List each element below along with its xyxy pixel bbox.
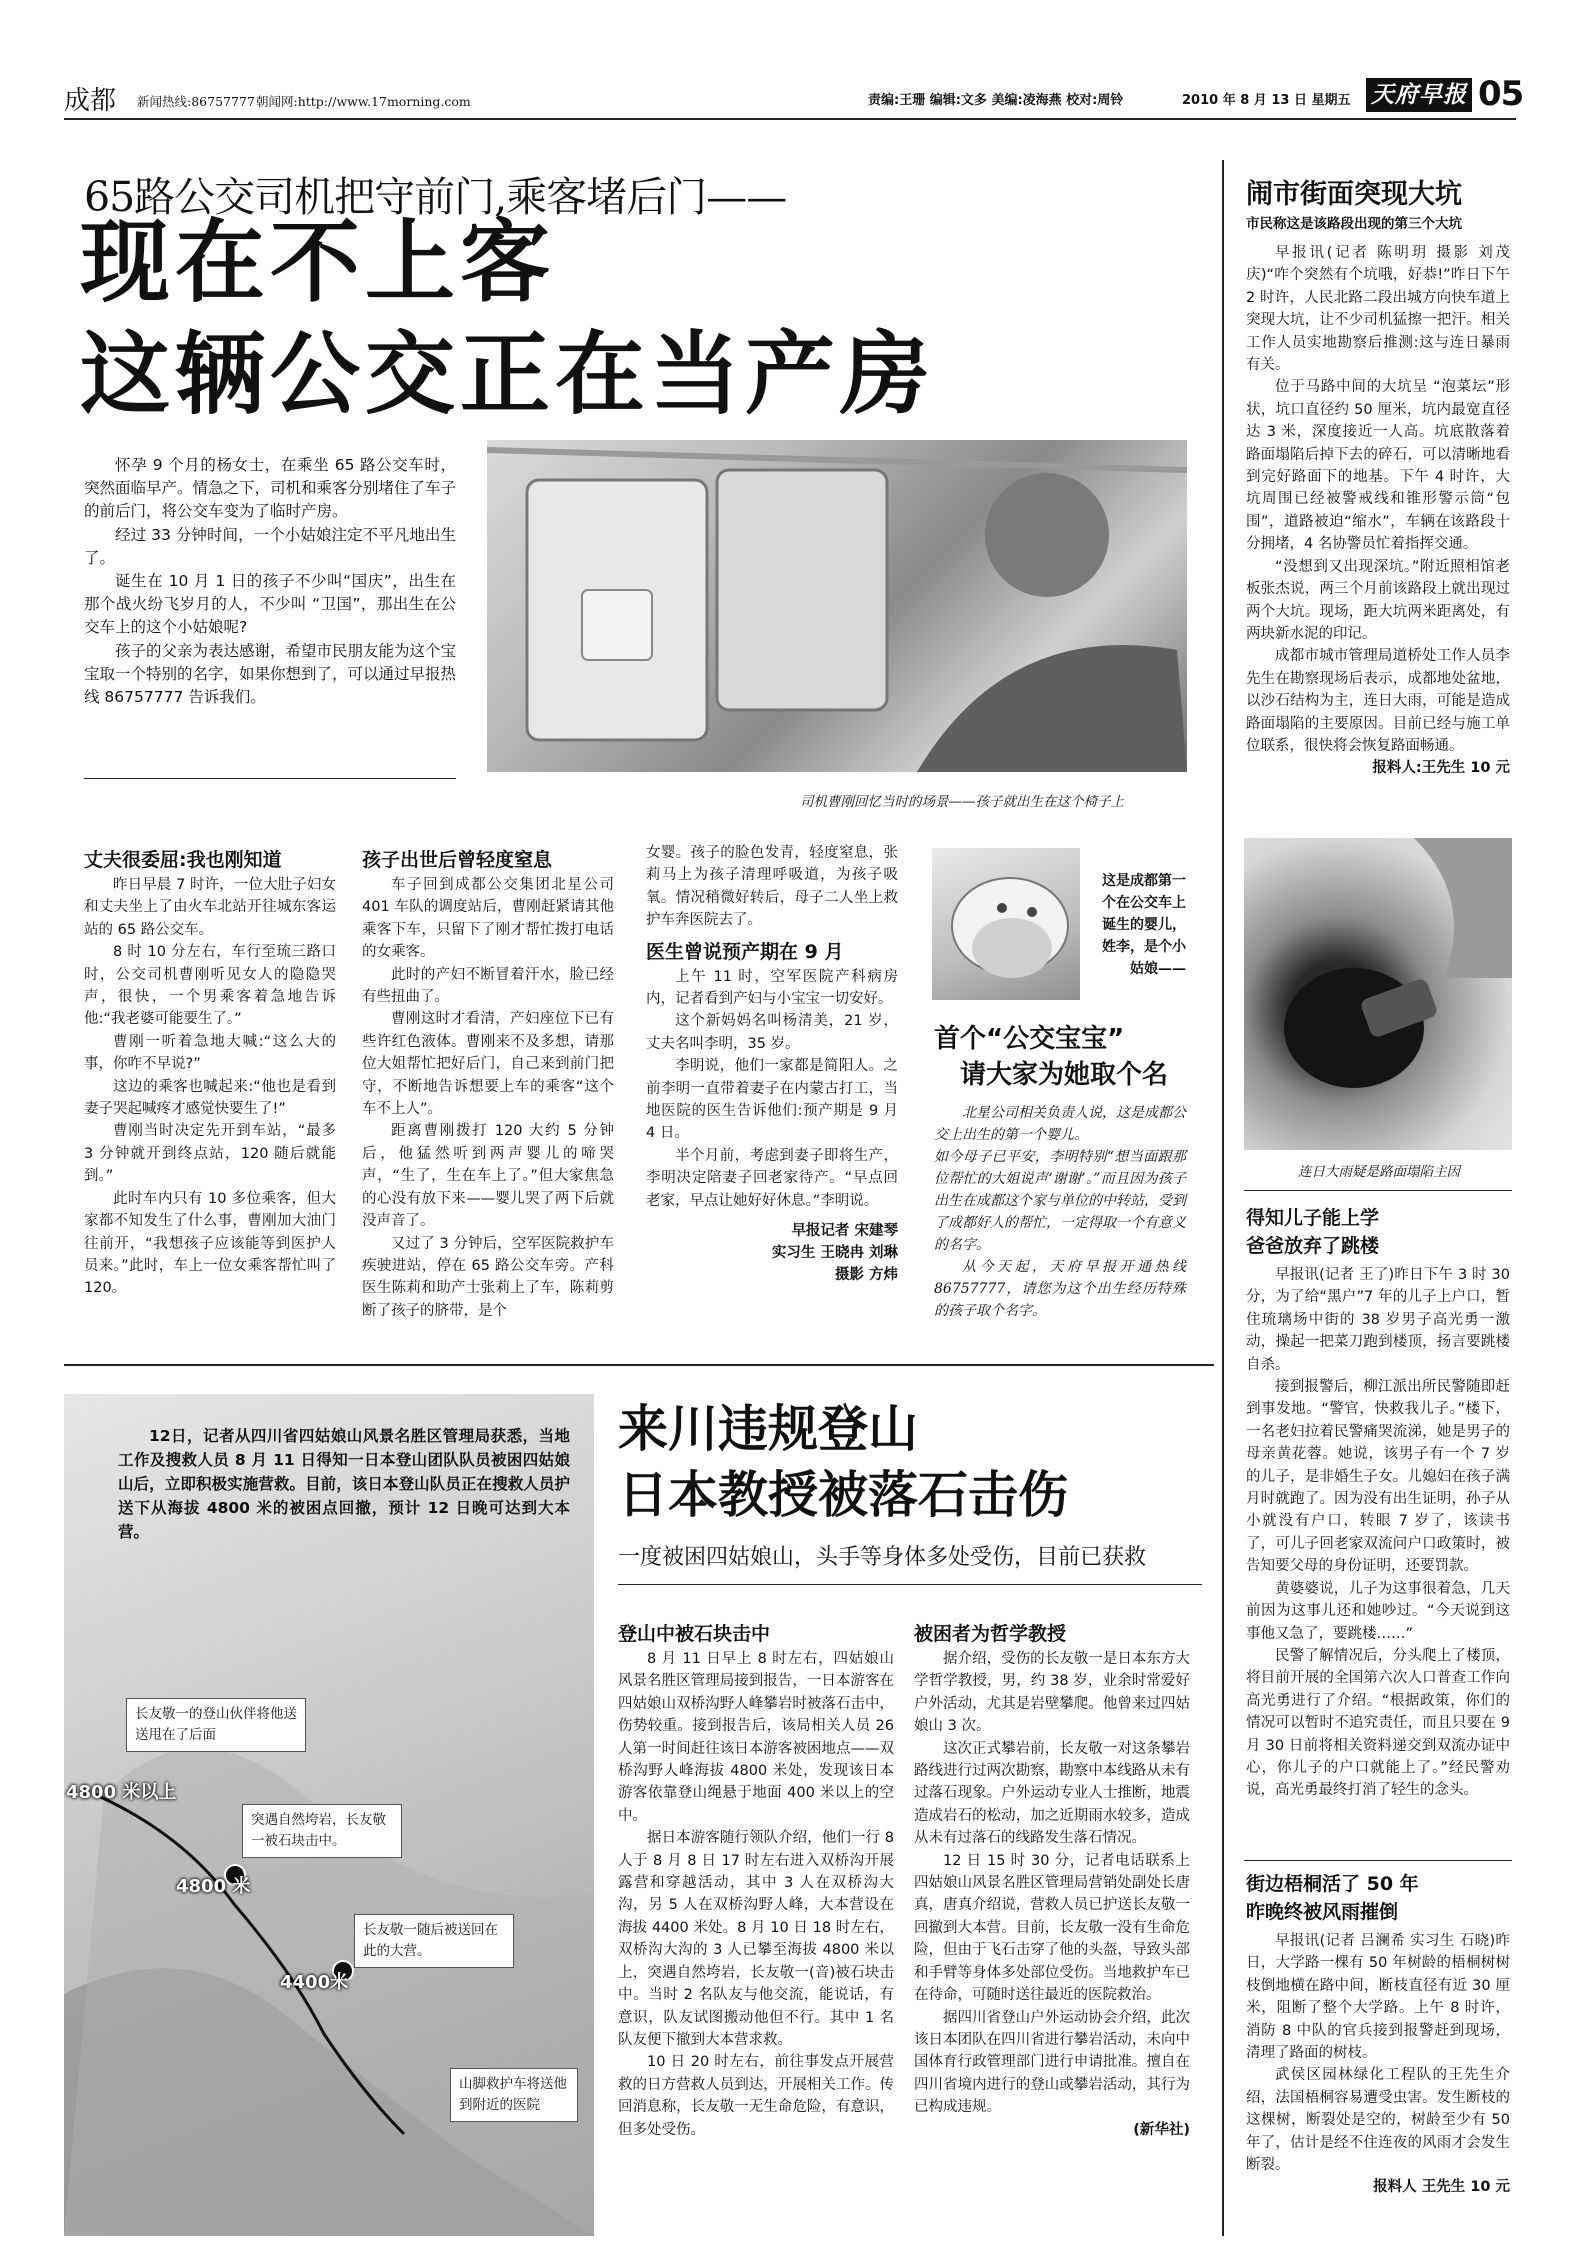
map-note-3: 长友敬一随后被送回在此的大营。 [354, 1914, 514, 1968]
bus-photo-caption: 司机曹刚回忆当时的场景——孩子就出生在这个椅子上 [800, 794, 1124, 810]
right-rule [1244, 1860, 1512, 1861]
baby-para: 从今天起，天府早报开通热线 86757777，请您为这个出生经历特殊的孩子取个名字。 [934, 1259, 1186, 1319]
map-intro: 12日，记者从四川省四姑娘山风景名胜区管理局获悉，当地工作及搜救人员 8 月 11 日得知一日本登山团队队员被困四姑娘山后，立即积极实施营救。目前，该日本登山队员正在搜救人员护送下从海拔 4800 米的被困点回撤，预计 12 日晚可达到大本营。 [118, 1427, 570, 1541]
header-editors: 责编:王珊 编辑:文多 美编:凌海燕 校对:周铃 [868, 93, 1124, 108]
lead-col2-para: 此时的产妇不断冒着汗水，脸已经有些扭曲了。 [362, 966, 614, 1006]
right-a1-title: 闹市街面突现大坑 [1246, 179, 1462, 210]
right-a2-para: 接到报警后，柳江派出所民警随即赶到事发地。“警官，快救我儿子。”楼下，一名老妇拉着民警痛哭流涕，她是男子的母亲黄花蓉。她说，该男子有一个 7 岁的儿子，是非婚生子女。儿媳妇在孩子满月时就跑了。因为没有出生证明，孙子从小就没有户口，转眼 7 岁了，该读书了，可儿子回老家双流问户口政策时，被告知要父母的身份证明，还要罚款。 [1246, 1379, 1510, 1575]
lead-col1-para: 昨日早晨 7 时许，一位大肚子妇女和丈夫坐上了由火车北站开往城东客运站的 65 路公交车。 [84, 877, 336, 938]
right-a3-reporter: 报料人 王先生 10 元 [1373, 2179, 1510, 2196]
lead-byline: 早报记者 宋建琴 [791, 1223, 898, 1240]
right-a3-para: 武侯区园林绿化工程队的王先生介绍，法国梧桐容易遭受虫害。发生断枝的这棵树，断裂处是空的，树龄至少有 50 年了，估计是经不住连夜的风雨才会发生断裂。 [1246, 2067, 1510, 2174]
bottom-subtitle: 一度被困四姑娘山，头手等身体多处受伤，目前已获救 [618, 1545, 1147, 1570]
right-a2-title-line1: 得知儿子能上学 [1246, 1207, 1380, 1229]
lead-col2-para: 又过了 3 分钟后，空军医院救护车疾驶进站，停在 65 路公交车旁。产科医生陈莉和助产士张莉上了车，陈莉剪断了孩子的脐带，是个 [362, 1235, 614, 1319]
right-a2-para: 民警了解情况后，分头爬上了楼顶，将目前开展的全国第六次人口普查工作向高光勇进行了介绍。“根据政策，你们的情况可以暂时不追究责任，而且只要在 9 月 30 日前将相关资料递交到双流办证中心，你儿子的户口就能上了。”经民警劝说，高光勇最终打消了轻生的念头。 [1246, 1647, 1510, 1799]
header-rule [64, 118, 1516, 120]
header-website: 朝闻网:http://www.17morning.com [256, 94, 471, 109]
right-a2-para: 早报讯(记者 王了)昨日下午 3 时 30 分，为了给“黑户”7 年的儿子上户口，暂住琉璃场中街的 38 岁男子高光勇一激动，操起一把菜刀跑到楼顶，扬言要跳楼自杀。 [1246, 1267, 1510, 1373]
mountain-map [64, 1394, 594, 2236]
right-a3-para: 早报讯(记者 吕澜希 实习生 石晓)昨日，大学路一棵有 50 年树龄的梧桐树树枝倒地横在路中间，断枝直径有近 30 厘米，阻断了整个大学路。上午 8 时许，消防 8 中队的官兵接到报警赶到现场，清理了路面的树枝。 [1246, 1933, 1510, 2062]
map-note-4: 山脚救护车将送他到附近的医院 [450, 2068, 578, 2122]
right-a3-title-line1: 街边梧桐活了 50 年 [1246, 1873, 1419, 1895]
lead-col3-para: 这个新妈妈名叫杨清美，21 岁，丈夫名叫李明，35 岁。 [646, 1013, 898, 1052]
lead-col3-para: 上午 11 时，空军医院产科病房内，记者看到产妇与小宝宝一切安好。 [646, 968, 898, 1008]
right-a3-title-line2: 昨晚终被风雨摧倒 [1246, 1901, 1399, 1923]
lead-col1-heading: 丈夫很委屈:我也刚知道 [84, 849, 282, 871]
lead-col1-para: 这边的乘客也喊起来:“他也是看到妻子哭起喊疼才感觉快要生了!” [84, 1078, 336, 1118]
right-a2-title [1246, 1204, 1379, 1260]
map-note-1: 长友敬一的登山伙伴将他送送甩在了后面 [126, 1698, 306, 1752]
baby-para: 北星公司相关负责人说，这是成都公交上出生的第一个婴儿。 [934, 1105, 1186, 1143]
lead-col3-para: 李明说，他们一家都是简阳人。之前李明一直带着妻子在内蒙古打工，当地医院的医生告诉他们:预产期是 9 月 4 日。 [646, 1058, 898, 1142]
right-a1-para: 早报讯(记者 陈明玥 摄影 刘茂庆)“咋个突然有个坑哦，好恭!”昨日下午 2 时许，人民北路二段出城方向快车道上突现大坑，让不少司机猛擦一把汗。相关工作人员实地勘察后推测:这与连日暴雨有关。 [1246, 245, 1510, 374]
right-a1-para: 成都市城市管理局道桥处工作人员李先生在勘察现场后表示，成都地处盆地，以沙石结构为主，连日大雨，可能是造成路面塌陷的主要原因。目前已经与施工单位联系，很快将会恢复路面畅通。 [1246, 648, 1510, 754]
lead-col2-para: 距离曹刚拨打 120 大约 5 分钟后，他猛然听到两声婴儿的啼哭声，“生了，生在车上了。”但大家焦急的心没有放下来——婴儿哭了两下后就没声音了。 [362, 1123, 614, 1230]
right-a1-body [1246, 242, 1510, 779]
lead-intro-para: 经过 33 分钟时间，一个小姑娘注定不平凡地出生了。 [84, 525, 456, 567]
bottom-col2-para: 这次正式攀岩前，长友敬一对这条攀岩路线进行过两次勘察，勘察中本线路从未有过落石现象。户外运动专业人士推断，地震造成岩石的松动，加之近期雨水较多，造成从未有过落石的线路发生落石情况。 [914, 1740, 1190, 1847]
bottom-col2-para: 据四川省登山户外运动协会介绍，此次该日本团队在四川省进行攀岩活动，未向中国体育行政管理部门进行申请批准。擅自在四川省境内进行的登山或攀岩活动，其行为已构成违规。 [914, 2009, 1190, 2116]
baby-photo-caption: 这是成都第一个在公交车上诞生的婴儿，姓李，是个小姑娘—— [1102, 873, 1186, 977]
lead-col2-para: 车子回到成都公交集团北星公司 401 车队的调度站后，曹刚赶紧请其他乘客下车，只留下了刚才帮忙拨打电话的女乘客。 [362, 877, 614, 961]
baby-title-line1: 首个“公交宝宝” [934, 1024, 1125, 1054]
lead-col1-para: 曹刚当时决定先开到车站，“最多 3 分钟就开到终点站，120 随后就能到。” [84, 1123, 336, 1185]
lead-col1-para: 此时车内只有 10 多位乘客，但大家都不知发生了什么事，曹刚加大油门往前开，“我想孩子应该能等到医护人员来。”此时，车上一位女乘客帮忙叫了 120。 [84, 1190, 336, 1297]
lead-bottom-rule [64, 1364, 1214, 1366]
lead-title-line2: 这辆公交正在当产房 [80, 322, 935, 427]
header-hotline: 新闻热线:86757777 [137, 94, 255, 109]
right-a3-title [1246, 1870, 1419, 1926]
lead-col3-heading: 医生曾说预产期在 9 月 [646, 940, 844, 963]
lead-intro [84, 454, 456, 709]
newspaper-logo: 天府早报 [1366, 78, 1472, 112]
map-note-2: 突遇自然垮岩，长友敬一被石块击中。 [242, 1804, 402, 1858]
bottom-col2-heading: 被困者为哲学教授 [914, 1623, 1067, 1645]
bottom-col1-heading: 登山中被石块击中 [618, 1623, 771, 1645]
lead-col1-para: 8 时 10 分左右，车行至琉三路口时，公交司机曹刚听见女人的隐隐哭声，很快，一个男乘客着急地告诉他:“我老婆可能要生了。” [84, 944, 336, 1028]
right-a1-subtitle: 市民称这是该路段出现的第三个大坑 [1246, 216, 1462, 232]
right-a1-para: 位于马路中间的大坑呈 “泡菜坛”形状，坑口直径约 50 厘米，坑内最宽直径达 3 米，深度接近一人高。坑底散落着路面塌陷后掉下去的碎石，可以清晰地看到完好路面下的地基。下午 4 时许，大坑周围已经被警戒线和锥形警示筒“包围”，道路被迫“缩水”，车辆在该路段十分拥堵，4 名协警员忙着指挥交通。 [1246, 379, 1510, 553]
bottom-col2-para: 12 日 15 时 30 分，记者电话联系上四姑娘山风景名胜区管理局营销处副处长唐真，唐真介绍说，营救人员已护送长友敬一回撤到大本营。目前，长友敬一没有生命危险，但由于飞石击穿了他的头盔，导致头部和手臂等身体多处部位受伤。当地救护车已在待命，可随时送往最近的医院救治。 [914, 1852, 1190, 2004]
right-a1-reporter: 报料人:王先生 10 元 [1372, 760, 1510, 777]
altitude-label-3: 4400米 [280, 1972, 349, 1993]
header-city: 成都 [64, 86, 117, 116]
lead-col-2 [362, 846, 614, 1322]
lead-title-line1: 现在不上客 [80, 210, 555, 315]
intro-rule [84, 778, 456, 779]
altitude-label-1: 4800 米以上 [66, 1782, 177, 1803]
bottom-source: (新华社) [1133, 2121, 1190, 2138]
lead-intro-para: 诞生在 10 月 1 日的孩子不少叫“国庆”，出生在那个战火纷飞岁月的人，不少叫 “卫国”，那出生在公交车上的这个小姑娘呢? [84, 572, 456, 637]
right-a2-title-line2: 爸爸放弃了跳楼 [1246, 1235, 1380, 1257]
pothole-photo [1244, 838, 1512, 1150]
lead-col3-para: 半个月前，考虑到妻子即将生产，李明决定陪妻子回老家待产。“早点回老家，早点让她好好休息。”李明说。 [646, 1147, 898, 1209]
bus-photo [487, 440, 1187, 772]
bottom-col-2 [914, 1620, 1190, 2141]
bottom-col2-para: 据介绍，受伤的长友敬一是日本东方大学哲学教授，男，约 38 岁，业余时常爱好户外活动，尤其是岩壁攀爬。他曾来过四姑娘山 3 次。 [914, 1651, 1190, 1735]
right-a1-para: “没想到又出现深坑。”附近照相馆老板张杰说，两三个月前该路段上就出现过两个大坑。现场，距大坑两米距离处，有两块新水泥的印记。 [1246, 558, 1510, 642]
altitude-label-2: 4800 米 [176, 1876, 251, 1897]
lead-byline: 摄影 方炜 [834, 1267, 898, 1284]
bottom-col-1 [618, 1620, 894, 2141]
lead-intro-para: 孩子的父亲为表达感谢，希望市民朋友能为这个宝宝取一个特别的名字，如果你想到了，可以通过早报热线 86757777 告诉我们。 [84, 641, 457, 707]
bottom-subtitle-rule [618, 1584, 1202, 1585]
bus-photo-illustration [487, 440, 1187, 772]
lead-kicker: 65路公交司机把守前门,乘客堵后门—— [84, 173, 787, 221]
lead-intro-para: 怀孕 9 个月的杨女士，在乘坐 65 路公交车时，突然面临早产。情急之下，司机和乘客分别堵住了车子的前后门，将公交车变为了临时产房。 [84, 456, 457, 521]
pothole-photo-illustration [1244, 838, 1512, 1150]
right-column-divider [1222, 160, 1224, 2236]
lead-col-1 [84, 846, 336, 1300]
lead-col2-para: 曹刚这时才看清，产妇座位下已有些许红色液体。曹刚来不及多想，请那位大姐帮忙把好后门，自己来到前门把守，不断地告诉想要上车的乘客“这个车不上人”。 [362, 1011, 614, 1118]
right-rule [1244, 1190, 1512, 1191]
baby-photo [932, 848, 1080, 1000]
lead-col2-heading: 孩子出世后曾轻度窒息 [362, 849, 553, 871]
right-a2-para: 黄婆婆说，儿子为这事很着急，几天前因为这事儿还和她吵过。“今天说到这事他又急了，要跳楼……” [1246, 1580, 1510, 1642]
lead-byline: 实习生 王晓冉 刘琳 [771, 1245, 898, 1262]
lead-col-3 [646, 842, 898, 1286]
baby-photo-illustration [932, 848, 1080, 1000]
lead-col3-cont: 女婴。孩子的脸色发青，轻度窒息，张莉马上为孩子清理呼吸道，为孩子吸氧。情况稍微好转后，母子二人坐上救护车奔医院去了。 [646, 845, 898, 929]
header-date: 2010 年 8 月 13 日 星期五 [1182, 93, 1351, 108]
pothole-photo-caption: 连日大雨疑是路面塌陷主因 [1298, 1164, 1460, 1180]
bottom-col1-para: 据日本游客随行领队介绍，他们一行 8 人于 8 月 8 日 17 时左右进入双桥沟开展露营和穿越活动，其中 3 人在双桥沟大沟，另 5 人在双桥沟野人峰，大本营设在海拔 4400 米处。8 月 10 日 18 时左右，双桥沟大沟的 3 人已攀至海拔 4800 米以上，突遇自然垮岩，长友敬一(音)被石块击中。当时 2 名队友与他交流，能说话，有意识，队友试图搬动他但不行。其中 1 名队友便下撤到大本营求救。 [618, 1830, 894, 2048]
page-number: 05 [1478, 74, 1524, 114]
baby-para: 如今母子已平安，李明特别“想当面跟那位帮忙的大姐说声‘谢谢’。”而且因为孩子出生在成都这个家与单位的中转站，受到了成都好人的帮忙，一定得取一个有意义的名字。 [934, 1149, 1186, 1253]
right-a2-body [1246, 1264, 1510, 1802]
bottom-col1-para: 10 日 20 时左右，前往事发点开展营救的日方营救人员到达，开展相关工作。传回消息称，长友敬一无生命危险，有意识，但多处受伤。 [618, 2054, 894, 2138]
bottom-title-line2: 日本教授被落石击伤 [618, 1466, 1068, 1524]
bottom-col1-para: 8 月 11 日早上 8 时左右，四姑娘山风景名胜区管理局接到报告，一日本游客在四姑娘山双桥沟野人峰攀岩时被落石击中，伤势较重。接到报告后，该局相关人员 26 人第一时间赶往该日本游客被困地点——双桥沟野人峰海拔 4800 米处，发现该日本游客依靠登山绳悬于地面 400 米以上的空中。 [618, 1651, 894, 1824]
right-a3-body [1246, 1930, 1510, 2198]
bottom-title-line1: 来川违规登山 [618, 1400, 918, 1458]
baby-body [934, 1102, 1186, 1322]
baby-title-line2: 请大家为她取个名 [960, 1060, 1169, 1090]
lead-col1-para: 曹刚一听着急地大喊:“这么大的事，你咋不早说?” [84, 1033, 336, 1073]
